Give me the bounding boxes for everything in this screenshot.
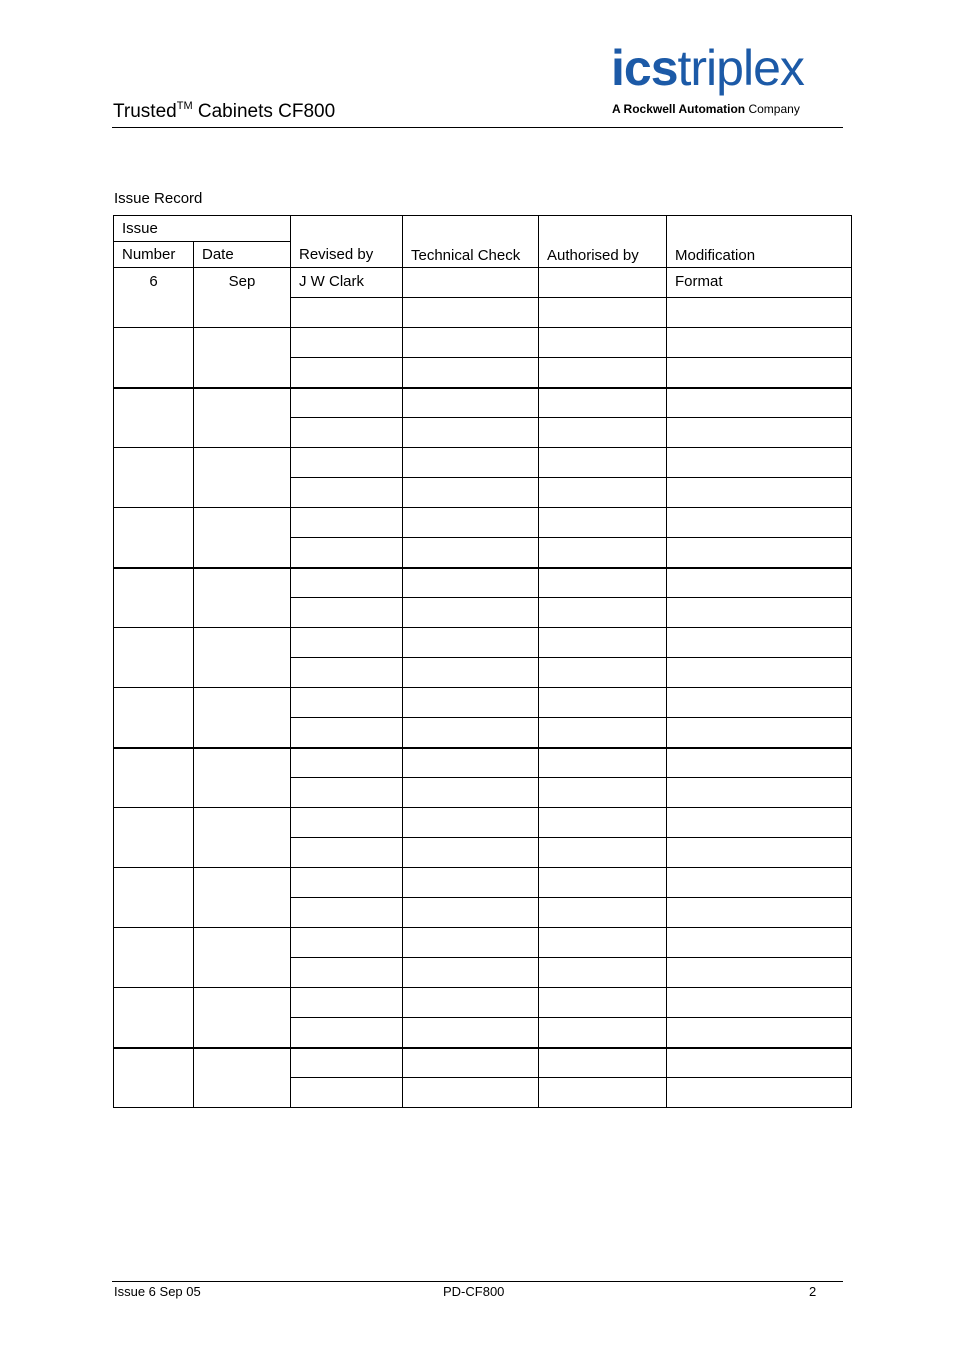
title-main: Trusted <box>113 101 177 122</box>
table-row <box>114 928 852 958</box>
issue-date-cell <box>194 508 291 568</box>
footer-document-code: PD-CF800 <box>443 1284 505 1299</box>
technical-check-cell <box>403 1048 539 1078</box>
authorised-by-cell <box>539 838 667 868</box>
issue-number-cell <box>114 928 194 988</box>
revised-by-cell <box>291 658 403 688</box>
technical-check-cell <box>403 868 539 898</box>
modification-cell <box>667 868 852 898</box>
issue-number-cell <box>114 628 194 688</box>
authorised-by-cell <box>539 418 667 448</box>
table-row <box>114 328 852 358</box>
issue-number-cell <box>114 328 194 388</box>
issue-date-cell <box>194 568 291 628</box>
issue-date-cell <box>194 808 291 868</box>
revised-by-cell <box>291 688 403 718</box>
technical-check-cell <box>403 898 539 928</box>
technical-check-cell <box>403 538 539 568</box>
revised-by-cell <box>291 478 403 508</box>
modification-cell <box>667 388 852 418</box>
issue-date-cell <box>194 928 291 988</box>
authorised-by-cell <box>539 718 667 748</box>
table-row <box>114 1048 852 1078</box>
authorised-by-cell <box>539 808 667 838</box>
technical-check-cell <box>403 628 539 658</box>
issue-date-cell <box>194 748 291 808</box>
revised-by-cell <box>291 988 403 1018</box>
header-authorised-by: Authorised by <box>539 216 667 268</box>
header-issue: Issue <box>114 216 291 242</box>
ics-triplex-logo <box>611 40 843 120</box>
modification-cell <box>667 1018 852 1048</box>
revised-by-cell <box>291 778 403 808</box>
technical-check-cell <box>403 388 539 418</box>
authorised-by-cell <box>539 508 667 538</box>
logo-triplex: triplex <box>677 40 804 96</box>
header-modification: Modification <box>667 216 852 268</box>
technical-check-cell <box>403 478 539 508</box>
technical-check-cell <box>403 928 539 958</box>
modification-cell <box>667 688 852 718</box>
modification-cell <box>667 718 852 748</box>
technical-check-cell <box>403 508 539 538</box>
revised-by-cell <box>291 928 403 958</box>
technical-check-cell <box>403 808 539 838</box>
authorised-by-cell <box>539 778 667 808</box>
authorised-by-cell <box>539 1078 667 1108</box>
revised-by-cell <box>291 538 403 568</box>
revised-by-cell <box>291 508 403 538</box>
modification-cell <box>667 928 852 958</box>
revised-by-cell <box>291 418 403 448</box>
modification-cell: Format <box>667 268 852 298</box>
technical-check-cell <box>403 778 539 808</box>
table-row <box>114 628 852 658</box>
revised-by-cell <box>291 898 403 928</box>
technical-check-cell <box>403 988 539 1018</box>
table-row <box>114 868 852 898</box>
issue-date-cell <box>194 868 291 928</box>
revised-by-cell <box>291 808 403 838</box>
revised-by-cell <box>291 358 403 388</box>
footer-page-number: 2 <box>809 1284 817 1299</box>
modification-cell <box>667 298 852 328</box>
header-date: Date <box>194 242 291 268</box>
modification-cell <box>667 748 852 778</box>
table-row <box>114 688 852 718</box>
header-revised-by: Revised by <box>291 242 403 268</box>
revised-by-cell <box>291 838 403 868</box>
revised-by-cell <box>291 598 403 628</box>
issue-number-cell <box>114 448 194 508</box>
issue-number-cell <box>114 868 194 928</box>
table-row <box>114 388 852 418</box>
issue-date-cell <box>194 688 291 748</box>
modification-cell <box>667 778 852 808</box>
issue-date-cell: Sep <box>194 268 291 328</box>
technical-check-cell <box>403 688 539 718</box>
modification-cell <box>667 448 852 478</box>
revised-by-cell <box>291 1078 403 1108</box>
trademark-mark: TM <box>176 100 193 112</box>
issue-date-cell <box>194 628 291 688</box>
revised-by-cell <box>291 1048 403 1078</box>
technical-check-cell <box>403 418 539 448</box>
technical-check-cell <box>403 838 539 868</box>
logo-tagline-bold: A Rockwell Automation <box>612 102 746 116</box>
issue-date-cell <box>194 388 291 448</box>
table-row <box>114 808 852 838</box>
issue-number-cell <box>114 388 194 448</box>
table-row <box>114 568 852 598</box>
table-row <box>114 508 852 538</box>
technical-check-cell <box>403 718 539 748</box>
technical-check-cell <box>403 1078 539 1108</box>
footer-issue-date: Issue 6 Sep 05 <box>114 1284 201 1299</box>
issue-record-table <box>113 215 852 1108</box>
authorised-by-cell <box>539 1048 667 1078</box>
modification-cell <box>667 508 852 538</box>
modification-cell <box>667 838 852 868</box>
authorised-by-cell <box>539 358 667 388</box>
issue-number-cell <box>114 1048 194 1108</box>
technical-check-cell <box>403 598 539 628</box>
modification-cell <box>667 658 852 688</box>
revised-by-cell <box>291 568 403 598</box>
revised-by-cell <box>291 1018 403 1048</box>
table-row <box>114 988 852 1018</box>
header-technical-check: Technical Check <box>403 216 539 268</box>
technical-check-cell <box>403 268 539 298</box>
revised-by-cell <box>291 388 403 418</box>
technical-check-cell <box>403 658 539 688</box>
issue-number-cell <box>114 748 194 808</box>
modification-cell <box>667 1048 852 1078</box>
technical-check-cell <box>403 298 539 328</box>
issue-record-label: Issue Record <box>114 190 203 207</box>
modification-cell <box>667 358 852 388</box>
table-row <box>114 268 852 298</box>
modification-cell <box>667 568 852 598</box>
header-number: Number <box>114 242 194 268</box>
authorised-by-cell <box>539 1018 667 1048</box>
revised-by-cell <box>291 328 403 358</box>
modification-cell <box>667 328 852 358</box>
issue-date-cell <box>194 988 291 1048</box>
issue-date-cell <box>194 448 291 508</box>
revised-by-cell <box>291 448 403 478</box>
issue-number-cell <box>114 568 194 628</box>
modification-cell <box>667 988 852 1018</box>
modification-cell <box>667 538 852 568</box>
authorised-by-cell <box>539 928 667 958</box>
logo-tagline <box>612 102 800 116</box>
issue-number-cell <box>114 688 194 748</box>
title-rest: Cabinets CF800 <box>192 101 336 122</box>
technical-check-cell <box>403 358 539 388</box>
issue-date-cell <box>194 1048 291 1108</box>
technical-check-cell <box>403 328 539 358</box>
modification-cell <box>667 958 852 988</box>
authorised-by-cell <box>539 388 667 418</box>
document-title <box>113 100 335 126</box>
authorised-by-cell <box>539 688 667 718</box>
issue-number-cell <box>114 508 194 568</box>
header-blank-cell <box>291 216 403 242</box>
revised-by-cell <box>291 718 403 748</box>
authorised-by-cell <box>539 628 667 658</box>
authorised-by-cell <box>539 328 667 358</box>
modification-cell <box>667 628 852 658</box>
authorised-by-cell <box>539 478 667 508</box>
revised-by-cell <box>291 298 403 328</box>
issue-number-cell: 6 <box>114 268 194 328</box>
issue-number-cell <box>114 808 194 868</box>
table-row <box>114 748 852 778</box>
revised-by-cell <box>291 958 403 988</box>
table-row <box>114 448 852 478</box>
technical-check-cell <box>403 1018 539 1048</box>
authorised-by-cell <box>539 958 667 988</box>
authorised-by-cell <box>539 568 667 598</box>
technical-check-cell <box>403 958 539 988</box>
authorised-by-cell <box>539 538 667 568</box>
issue-number-cell <box>114 988 194 1048</box>
authorised-by-cell <box>539 898 667 928</box>
modification-cell <box>667 478 852 508</box>
modification-cell <box>667 1078 852 1108</box>
authorised-by-cell <box>539 748 667 778</box>
authorised-by-cell <box>539 598 667 628</box>
technical-check-cell <box>403 748 539 778</box>
issue-date-cell <box>194 328 291 388</box>
modification-cell <box>667 418 852 448</box>
authorised-by-cell <box>539 658 667 688</box>
revised-by-cell <box>291 748 403 778</box>
technical-check-cell <box>403 568 539 598</box>
logo-ics: ics <box>611 40 678 96</box>
logo-wordmark <box>611 40 804 96</box>
revised-by-cell <box>291 868 403 898</box>
authorised-by-cell <box>539 988 667 1018</box>
authorised-by-cell <box>539 268 667 298</box>
authorised-by-cell <box>539 448 667 478</box>
table-header-row <box>114 216 852 242</box>
revised-by-cell: J W Clark <box>291 268 403 298</box>
modification-cell <box>667 808 852 838</box>
authorised-by-cell <box>539 298 667 328</box>
revised-by-cell <box>291 628 403 658</box>
footer-divider <box>112 1281 843 1282</box>
modification-cell <box>667 898 852 928</box>
technical-check-cell <box>403 448 539 478</box>
logo-tagline-rest: Company <box>745 102 800 116</box>
authorised-by-cell <box>539 868 667 898</box>
modification-cell <box>667 598 852 628</box>
header-divider <box>112 127 843 128</box>
